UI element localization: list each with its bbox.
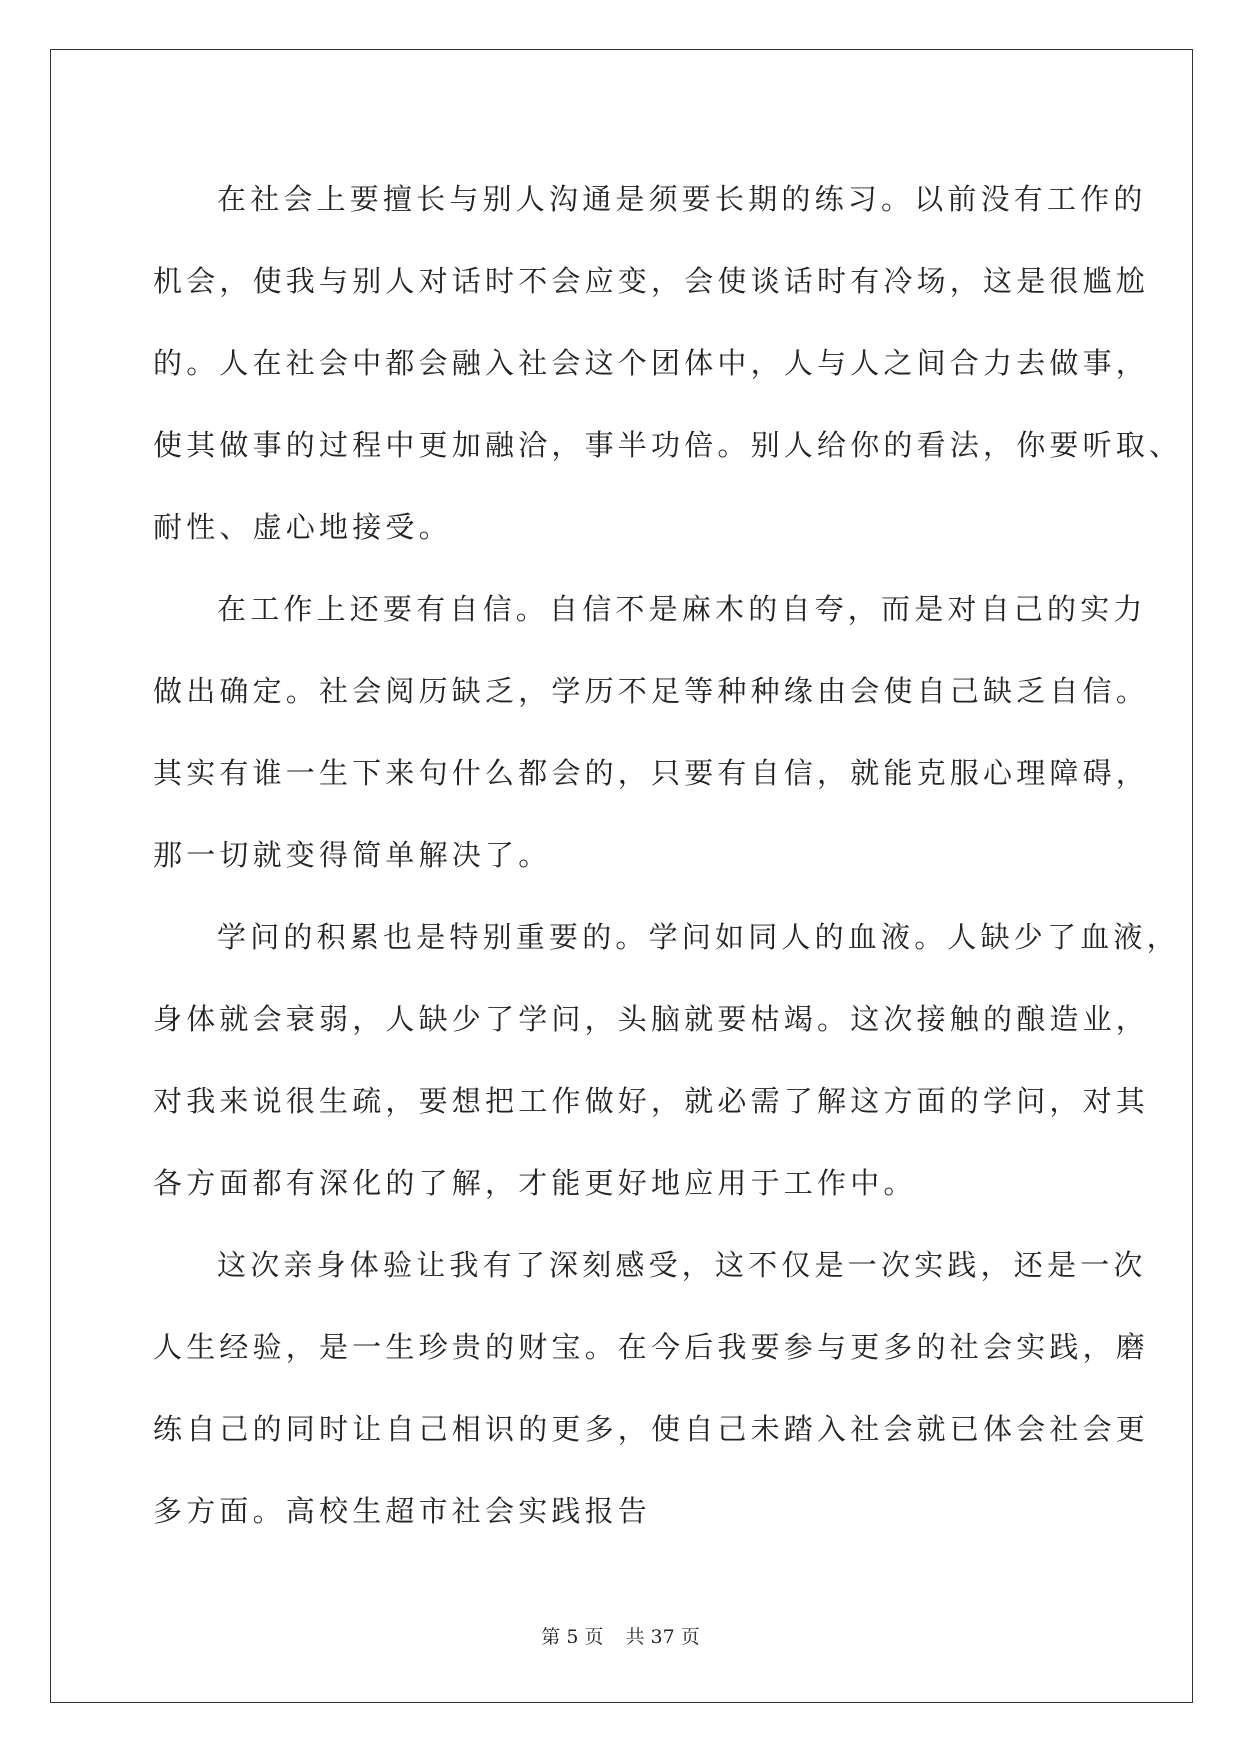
paragraph-knowledge <box>153 896 1180 1224</box>
text-line: 做出确定。社会阅历缺乏，学历不足等种种缘由会使自己缺乏自信。 <box>153 674 1150 708</box>
text-line: 身体就会衰弱，人缺少了学问，头脑就要枯竭。这次接触的酿造业， <box>153 1002 1150 1036</box>
page-number: 第 5 页 <box>541 1626 604 1648</box>
text-line: 的。人在社会中都会融入社会这个团体中，人与人之间合力去做事， <box>153 346 1150 380</box>
text-line: 在工作上还要有自信。自信不是麻木的自夸，而是对自己的实力 <box>217 592 1147 626</box>
text-line: 其实有谁一生下来句什么都会的，只要有自信，就能克服心理障碍， <box>153 756 1150 790</box>
page-total: 共 37 页 <box>625 1626 700 1648</box>
text-line: 学问的积累也是特别重要的。学问如同人的血液。人缺少了血液， <box>217 920 1180 954</box>
text-line: 那一切就变得简单解决了。 <box>153 838 552 872</box>
text-line: 多方面。高校生超市社会实践报告 <box>153 1494 652 1528</box>
text-line: 耐性、虚心地接受。 <box>153 510 452 544</box>
text-line: 人生经验，是一生珍贵的财宝。在今后我要参与更多的社会实践，磨 <box>153 1330 1150 1364</box>
text-line: 对我来说很生疏，要想把工作做好，就必需了解这方面的学问，对其 <box>153 1084 1150 1118</box>
text-line: 各方面都有深化的了解，才能更好地应用于工作中。 <box>153 1166 917 1200</box>
page-footer <box>0 1622 1241 1649</box>
text-line: 这次亲身体验让我有了深刻感受，这不仅是一次实践，还是一次 <box>217 1248 1147 1282</box>
text-line: 练自己的同时让自己相识的更多，使自己未踏入社会就已体会社会更 <box>153 1412 1150 1446</box>
paragraph-communication <box>153 158 1183 568</box>
paragraph-confidence <box>153 568 1150 896</box>
text-line: 机会，使我与别人对话时不会应变，会使谈话时有冷场，这是很尴尬 <box>153 264 1150 298</box>
paragraph-experience <box>153 1224 1150 1552</box>
text-line: 使其做事的过程中更加融洽，事半功倍。别人给你的看法，你要听取、 <box>153 428 1183 462</box>
text-line: 在社会上要擅长与别人沟通是须要长期的练习。以前没有工作的 <box>217 182 1147 216</box>
document-body <box>153 158 1183 1552</box>
